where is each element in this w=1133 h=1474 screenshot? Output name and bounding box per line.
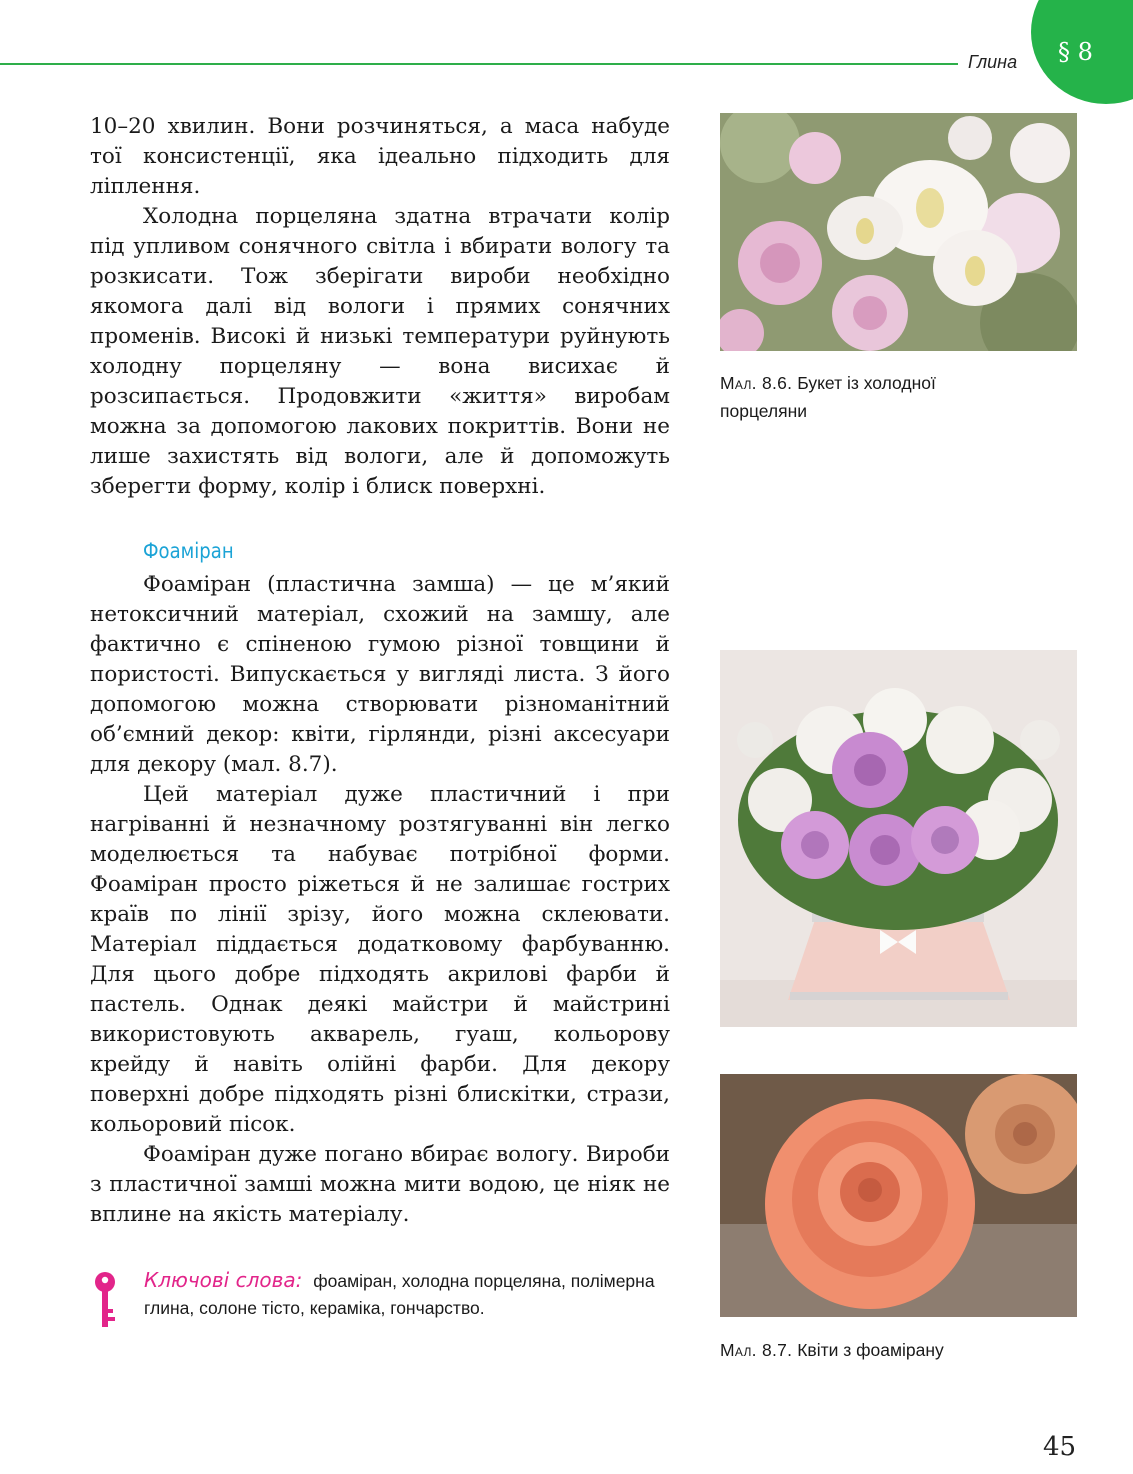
figure-label: Мал. 8.7.	[720, 1340, 793, 1360]
paragraph-1: 10–20 хвилин. Вони розчиняться, а маса набуде тої консистенції, яка ідеально підходить для ліплення.	[90, 114, 670, 199]
photo-foamiran-bouquet	[720, 650, 1077, 1027]
paragraph-4: Цей матеріал дуже пластичний і при нагріванні й незначному розтягуванні він легко моделюється та набуває потрібної форми. Фоаміран просто ріжеться й не залишає гострих країв по лінії зрізу, його можна склеювати. Матеріал піддається додатковому фарбуванню. Для цього добре підходять акрилові фарби й пастель. Однак деякі майстри й майстрині використовують акварель, гуаш, кольорову крейду й навіть олійні фарби. Для декору поверхні добре підходять різні блискітки, стрази, кольоровий пісок.	[90, 782, 670, 1137]
figure-caption-8-6	[720, 369, 1020, 425]
paragraph-3: Фоаміран (пластична замша) — це м’який нетоксичний матеріал, схожий на замшу, але фактично є спіненою гумою різної товщини й пористості. Випускається у вигляді листа. З його допомогою можна створювати різноманітний об’ємний декор: квіти, гірлянди, різні аксесуари для декору (мал. 8.7).	[90, 572, 670, 777]
paragraph-5: Фоаміран дуже погано вбирає вологу. Вироби з пластичної замші можна мити водою, це ніяк не вплине на якість матеріалу.	[90, 1142, 670, 1227]
keywords-text: фоаміран, холодна порцеляна, полімерна глина, солоне тісто, кераміка, гончарство.	[144, 1271, 655, 1318]
section-number: § 8	[1058, 38, 1093, 66]
running-header-chapter: Глина	[968, 52, 1018, 72]
figure-caption-text: Букет із холодної порцеляни	[720, 373, 936, 421]
keywords-label: Ключові слова:	[144, 1268, 303, 1292]
photo-foamiran-roses	[720, 1074, 1077, 1317]
page-number: 45	[1043, 1432, 1077, 1462]
figure-caption-text: Квіти з фоамірану	[797, 1340, 944, 1360]
figure-caption-8-7	[720, 1336, 1060, 1364]
paragraph-2: Холодна порцеляна здатна втрачати колір під упливом сонячного світла і вбирати вологу та розкисати. Тож зберігати вироби необхідно якомога далі від вологи і прямих сонячних променів. Високі й низькі температури руйнують холодну порцеляну — вона висихає й розсипається. Продовжити «життя» виробам можна за допомогою лакових покриттів. Вони не лише захистять від вологи, але й допоможуть зберегти форму, колір і блиск поверхні.	[90, 204, 670, 499]
photo-cold-porcelain-bouquet	[720, 113, 1077, 351]
main-text-column	[90, 112, 670, 1230]
key-icon	[92, 1271, 118, 1329]
figure-label: Мал. 8.6.	[720, 373, 793, 393]
section-subheading: Фоаміран	[143, 539, 234, 563]
keywords-box	[92, 1267, 692, 1322]
header-rule	[0, 63, 958, 65]
